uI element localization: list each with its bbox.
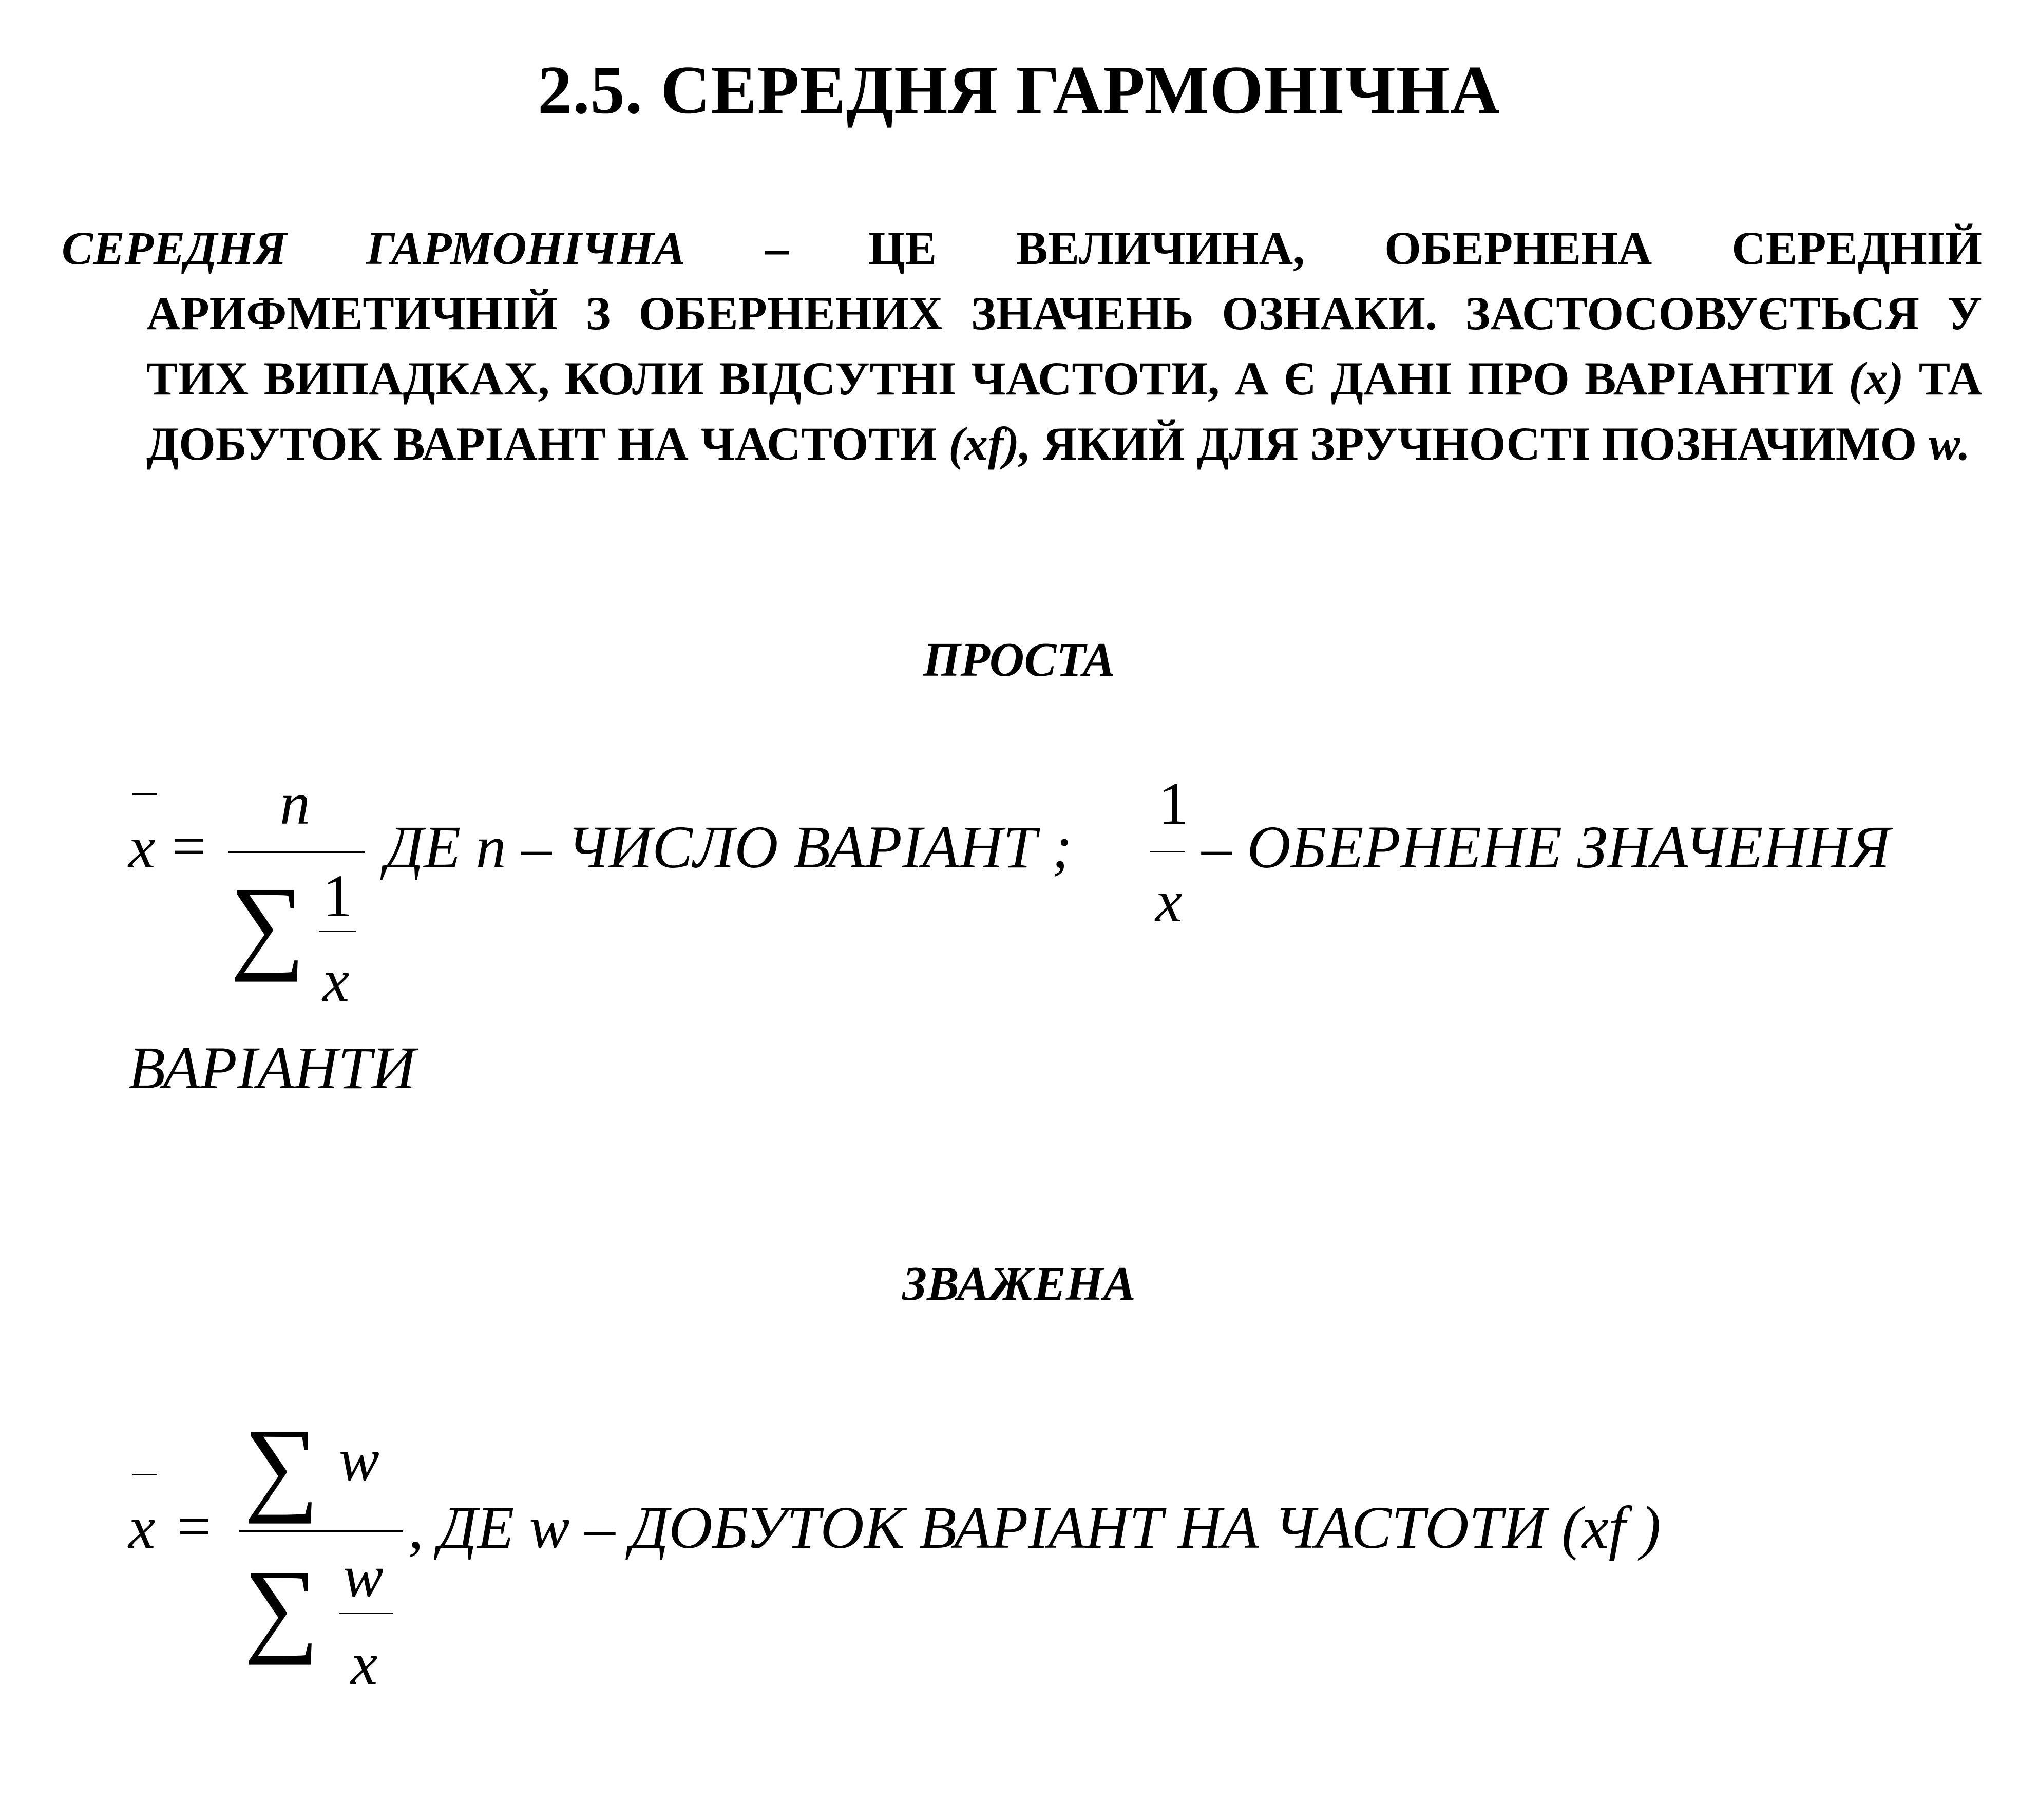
simple-xbar-bar: [132, 793, 157, 795]
weighted-heading: ЗВАЖЕНА: [902, 1257, 1136, 1311]
simple-inner-fraction-bar: [319, 931, 356, 932]
simple-explanation-2: – ОБЕРНЕНЕ ЗНАЧЕННЯ: [1202, 813, 1891, 881]
definition-var-x: (x): [1849, 352, 1904, 405]
simple-inner-numerator: 1: [322, 862, 353, 930]
simple-heading: ПРОСТА: [923, 633, 1115, 687]
simple-fraction-bar: [228, 851, 365, 853]
weighted-numerator: w: [339, 1426, 379, 1493]
definition-paragraph: [62, 216, 1982, 477]
weighted-lhs: x: [128, 1494, 156, 1561]
weighted-fraction-bar: [239, 1530, 403, 1532]
simple-continuation: ВАРІАНТИ: [128, 1034, 416, 1102]
definition-var-xf: (xf),: [948, 418, 1032, 470]
definition-text-2: ТА ДОБУТОК ВАРІАНТ НА ЧАСТОТИ: [146, 352, 1982, 470]
weighted-den-sum-symbol: ∑: [244, 1549, 319, 1665]
weighted-equals: =: [177, 1493, 212, 1560]
definition-text-3: ЯКИЙ ДЛЯ ЗРУЧНОСТІ ПОЗНАЧИМО: [1031, 418, 1929, 470]
definition-term: СЕРЕДНЯ ГАРМОНІЧНА: [62, 222, 685, 274]
simple-equals: =: [172, 812, 206, 880]
weighted-inner-denominator: x: [351, 1630, 378, 1697]
simple-numerator: n: [280, 770, 310, 837]
weighted-xbar-bar: [132, 1474, 157, 1475]
simple-sum-symbol: ∑: [230, 866, 306, 982]
definition-var-w: w.: [1929, 418, 1971, 470]
weighted-num-sum-symbol: ∑: [244, 1408, 319, 1524]
simple-explanation: ДЕ n – ЧИСЛО ВАРІАНТ ;: [385, 813, 1072, 881]
page-title: 2.5. СЕРЕДНЯ ГАРМОНІЧНА: [538, 52, 1500, 128]
simple-frac-bar: [1150, 851, 1185, 852]
simple-inner-denominator: x: [322, 947, 350, 1014]
weighted-inner-numerator: w: [343, 1543, 384, 1610]
definition-text-1: – ЦЕ ВЕЛИЧИНА, ОБЕРНЕНА СЕРЕДНІЙ АРИФМЕТИЧНІЙ З ОБЕРНЕНИХ ЗНАЧЕНЬ ОЗНАКИ. ЗАСТОСОВУЄТЬСЯ У ТИХ ВИПАДКАХ, КОЛИ ВІДСУТНІ ЧАСТОТИ, А Є ДАНІ ПРО ВАРІАНТИ: [146, 222, 1982, 405]
weighted-inner-fraction-bar: [339, 1613, 393, 1614]
simple-frac-numerator: 1: [1158, 770, 1189, 837]
simple-frac-denominator: x: [1155, 867, 1183, 935]
weighted-explanation: , ДЕ w – ДОБУТОК ВАРІАНТ НА ЧАСТОТИ (xf ): [408, 1494, 1661, 1561]
simple-lhs: x: [128, 813, 156, 881]
